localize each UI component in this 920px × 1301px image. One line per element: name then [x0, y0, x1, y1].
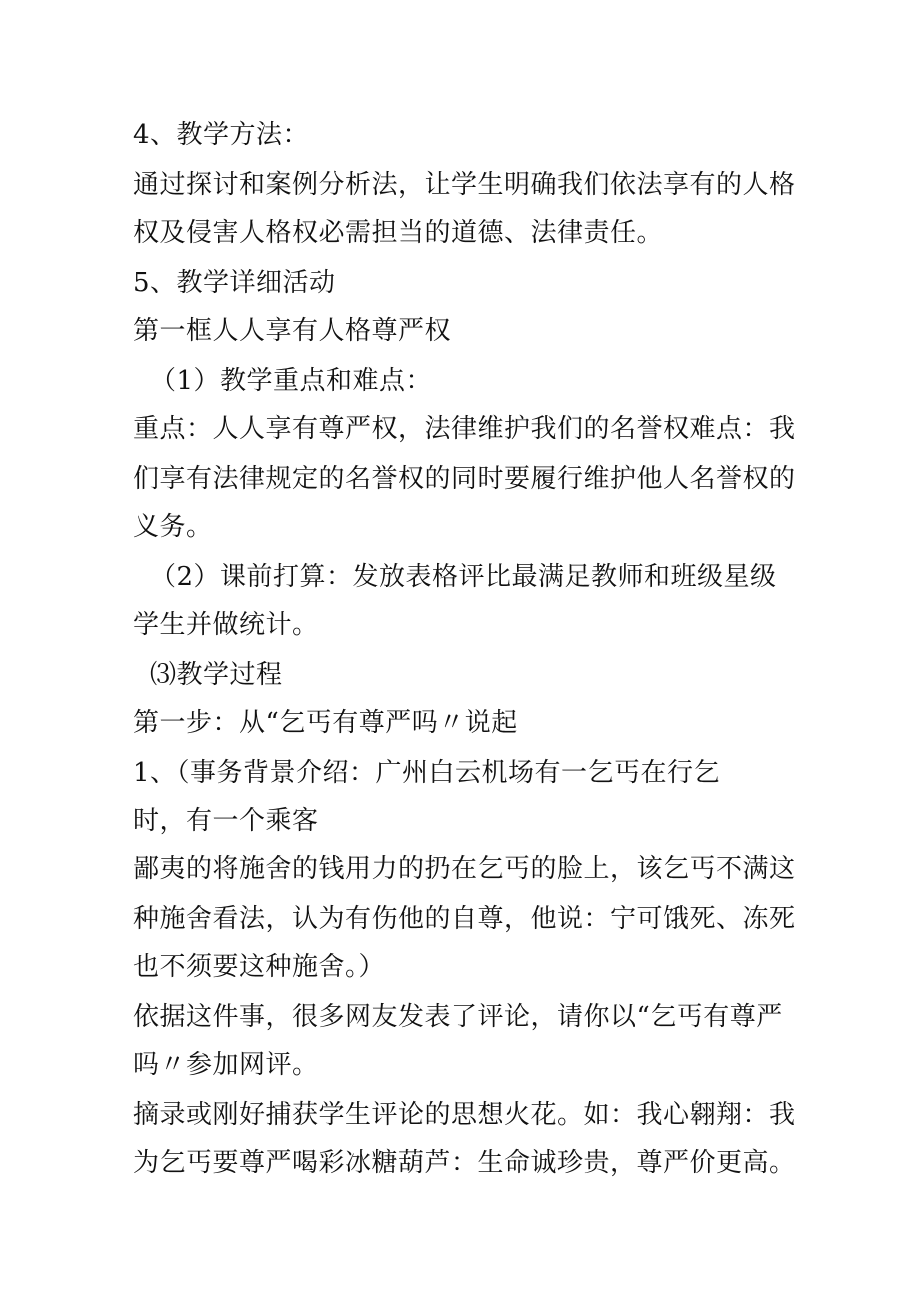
paragraph-line: 1、（事务背景介绍：广州白云机场有一乞丐在行乞	[133, 758, 721, 788]
section-heading-teaching-method: 4、教学方法：	[133, 120, 310, 150]
step-heading: 第一步：从“乞丐有尊严吗〃说起	[133, 708, 518, 738]
paragraph-line: 摘录或刚好捕获学生评论的思想火花。如：我心翱翔：我	[133, 1100, 796, 1130]
subsection-title: 第一框人人享有人格尊严权	[133, 316, 452, 346]
paragraph-line: 义务。	[133, 512, 213, 542]
paragraph-line: 们享有法律规定的名誉权的同时要履行维护他人名誉权的	[133, 464, 796, 494]
paragraph-line: 也不须要这种施舍。）	[133, 952, 386, 982]
paragraph-line: 依据这件事，很多网友发表了评论，请你以“乞丐有尊严	[133, 1002, 783, 1032]
paragraph-line: 重点：人人享有尊严权，法律维护我们的名誉权难点：我	[133, 414, 796, 444]
list-item-heading: （1）教学重点和难点：	[150, 366, 433, 396]
paragraph-line: 时，有一个乘客	[133, 806, 319, 836]
paragraph-line: 种施舍看法，认为有伤他的自尊，他说：宁可饿死、冻死	[133, 904, 796, 934]
paragraph-line: 权及侵害人格权必需担当的道德、法律责任。	[133, 218, 664, 248]
paragraph-line: 吗〃参加网评。	[133, 1050, 319, 1080]
section-heading-activities: 5、教学详细活动	[133, 268, 336, 298]
paragraph-line: 鄙夷的将施舍的钱用力的扔在乞丐的脸上，该乞丐不满这	[133, 854, 796, 884]
paragraph-line: 学生并做统计。	[133, 610, 319, 640]
paragraph-line: 为乞丐要尊严喝彩冰糖葫芦：生命诚珍贵，尊严价更高。	[133, 1148, 796, 1178]
paragraph-line: 通过探讨和案例分析法，让学生明确我们依法享有的人格	[133, 170, 796, 200]
list-item-heading: （2）课前打算：发放表格评比最满足教师和班级星级	[150, 562, 777, 592]
list-item-heading: ⑶教学过程	[150, 660, 283, 690]
